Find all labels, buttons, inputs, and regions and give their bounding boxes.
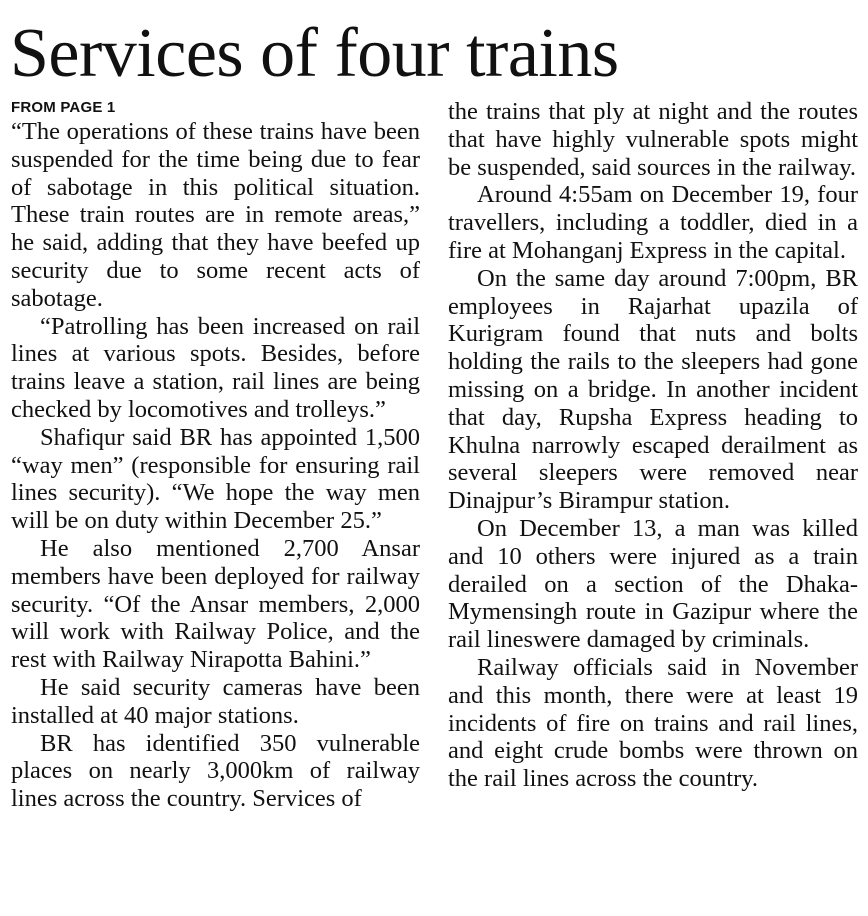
paragraph: Shafiqur said BR has appointed 1,500 “way men” (responsible for ensuring rail lines security). “We hope the way men will be on duty within December 25.”	[11, 423, 420, 535]
paragraph: “The operations of these trains have been suspended for the time being due to fear of sabotage in this political situation. These train routes are in remote areas,” he said, adding that they have beefed up security due to some recent acts of sabotage.	[11, 118, 420, 312]
paragraph: On the same day around 7:00pm, BR employees in Rajarhat upazila of Kurigram found that nuts and bolts holding the rails to the sleepers had gone missing on a bridge. In another incident that day, Rupsha Express heading to Khulna narrowly escaped derailment as several sleepers were removed near Dinajpur’s Birampur station.	[448, 264, 858, 515]
paragraph: He also mentioned 2,700 Ansar members have been deployed for railway security. “Of the Ansar members, 2,000 will work with Railway Police, and the rest with Railway Nirapotta Bahini.”	[11, 534, 420, 674]
paragraph: BR has identified 350 vulnerable places on nearly 3,000km of railway lines across the country. Services of	[11, 729, 420, 813]
right-column	[448, 98, 858, 793]
paragraph: the trains that ply at night and the routes that have highly vulnerable spots might be suspended, said sources in the railway.	[448, 98, 858, 181]
left-column	[11, 98, 420, 813]
paragraph: “Patrolling has been increased on rail lines at various spots. Besides, before trains leave a station, rail lines are being checked by locomotives and trolleys.”	[11, 312, 420, 423]
paragraph: Railway officials said in November and this month, there were at least 19 incidents of fire on trains and rail lines, and eight crude bombs were thrown on the rail lines across the country.	[448, 653, 858, 793]
headline: Services of four trains	[10, 15, 619, 92]
paragraph: On December 13, a man was killed and 10 others were injured as a train derailed on a section of the Dhaka-Mymensingh route in Gazipur where the rail lineswere damaged by criminals.	[448, 514, 858, 654]
paragraph: Around 4:55am on December 19, four travellers, including a toddler, died in a fire at Mohanganj Express in the capital.	[448, 181, 858, 264]
paragraph: He said security cameras have been installed at 40 major stations.	[11, 673, 420, 729]
continuation-kicker: FROM PAGE 1	[11, 99, 116, 116]
